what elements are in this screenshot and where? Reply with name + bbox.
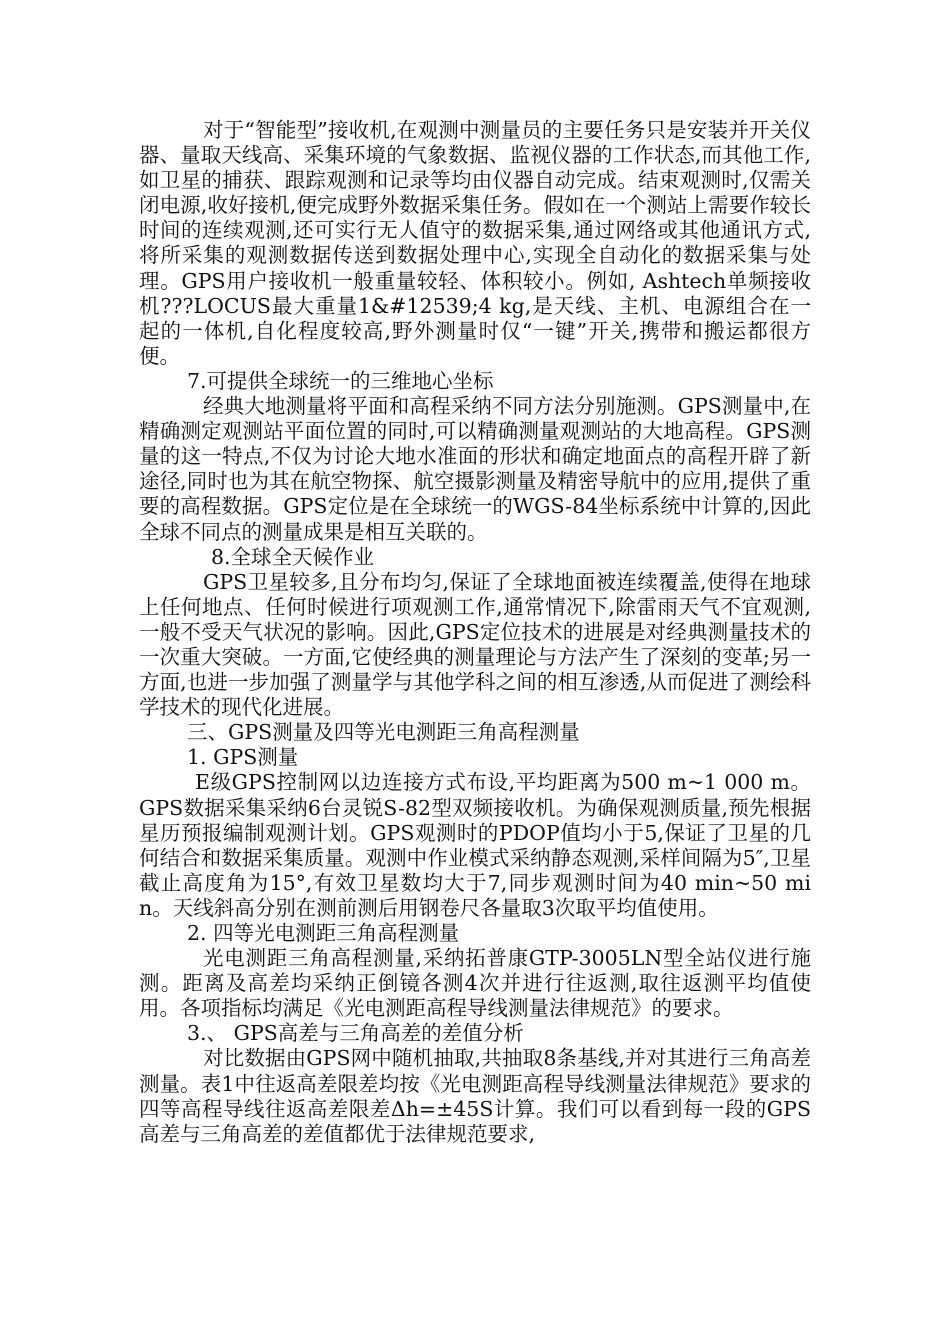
paragraph-smart-receiver: 对于“智能型”接收机,在观测中测量员的主要任务只是安装并开关仪器、量取天线高、采集环境的气象数据、监视仪器的工作状态,而其他工作,如卫星的捕获、跟踪观测和记录等均由仪器自动完成。结束观测时,仅需关闭电源,收好接机,便完成野外数据采集任务。假如在一个测站上需要作较长时间的连续观测,还可实行无人值守的数据采集,通过网络或其他通讯方式,将所采集的观测数据传送到数据处理中心,实现全自动化的数据采集与处理。GPS用户接收机一般重量较轻、体积较小。例如, Ashtech单频接收机???LOCUS最大重量1&#12539;4 kg,是天线、主机、电源组合在一起的一体机,自化程度较高,野外测量时仅“一键”开关,携带和搬运都很方便。 xyxy=(139,118,811,368)
section-heading-7: 7.可提供全球统一的三维地心坐标 xyxy=(187,368,494,393)
subsection-heading-gps: 1. GPS测量 xyxy=(187,745,299,770)
section-heading-8: 8.全球全天候作业 xyxy=(211,544,375,569)
paragraph-all-weather: GPS卫星较多,且分布均匀,保证了全球地面被连续覆盖,使得在地球上任何地点、任何时候进行项观测工作,通常情况下,除雷雨天气不宜观测,一般不受天气状况的影响。因此,GPS定位技术的进展是对经典测量技术的一次重大突破。一方面,它使经典的测量理论与方法产生了深刻的变革;另一方面,也进一步加强了测量学与其他学科之间的相互渗透,从而促进了测绘科学技术的现代化进展。 xyxy=(139,569,811,720)
document-page xyxy=(139,118,811,1147)
paragraph-trig-leveling: 光电测距三角高程测量,采纳拓普康GTP-3005LN型全站仪进行施测。距离及高差均采纳正倒镜各测4次并进行往返测,取往返测平均值使用。各项指标均满足《光电测距高程导线测量法律规范》的要求。 xyxy=(139,946,811,1021)
paragraph-geocentric-coordinates: 经典大地测量将平面和高程采纳不同方法分别施测。GPS测量中,在精确测定观测站平面位置的同时,可以精确测量观测站的大地高程。GPS测量的这一特点,不仅为讨论大地水准面的形状和确定地面点的高程开辟了新途径,同时也为其在航空物探、航空摄影测量及精密导航中的应用,提供了重要的高程数据。GPS定位是在全球统一的WGS-84坐标系统中计算的,因此全球不同点的测量成果是相互关联的。 xyxy=(139,394,811,544)
subsection-heading-trig-leveling: 2. 四等光电测距三角高程测量 xyxy=(187,921,460,945)
paragraph-difference-analysis: 对比数据由GPS网中随机抽取,共抽取8条基线,并对其进行三角高差测量。表1中往返高差限差均按《光电测距高程导线测量法律规范》要求的四等高程导线往返高差限差Δh=±45S计算。我们可以看到每一段的GPS高差与三角高差的差值都优于法律规范要求, xyxy=(139,1046,811,1146)
subsection-heading-difference-analysis: 3.、 GPS高差与三角高差的差值分析 xyxy=(187,1021,524,1046)
chapter-heading-3: 三、GPS测量及四等光电测距三角高程测量 xyxy=(187,720,580,745)
paragraph-gps-survey: E级GPS控制网以边连接方式布设,平均距离为500 m~1 000 m。GPS数据采集采纳6台灵锐S-82型双频接收机。为确保观测质量,预先根据星历预报编制观测计划。GPS观测时的PDOP值均小于5,保证了卫星的几何结合和数据采集质量。观测中作业模式采纳静态观测,采样间隔为5″,卫星截止高度角为15°,有效卫星数均大于7,同步观测时间为40 min~50 min。天线斜高分别在测前测后用钢卷尺各量取3次取平均值使用。 xyxy=(139,770,811,920)
